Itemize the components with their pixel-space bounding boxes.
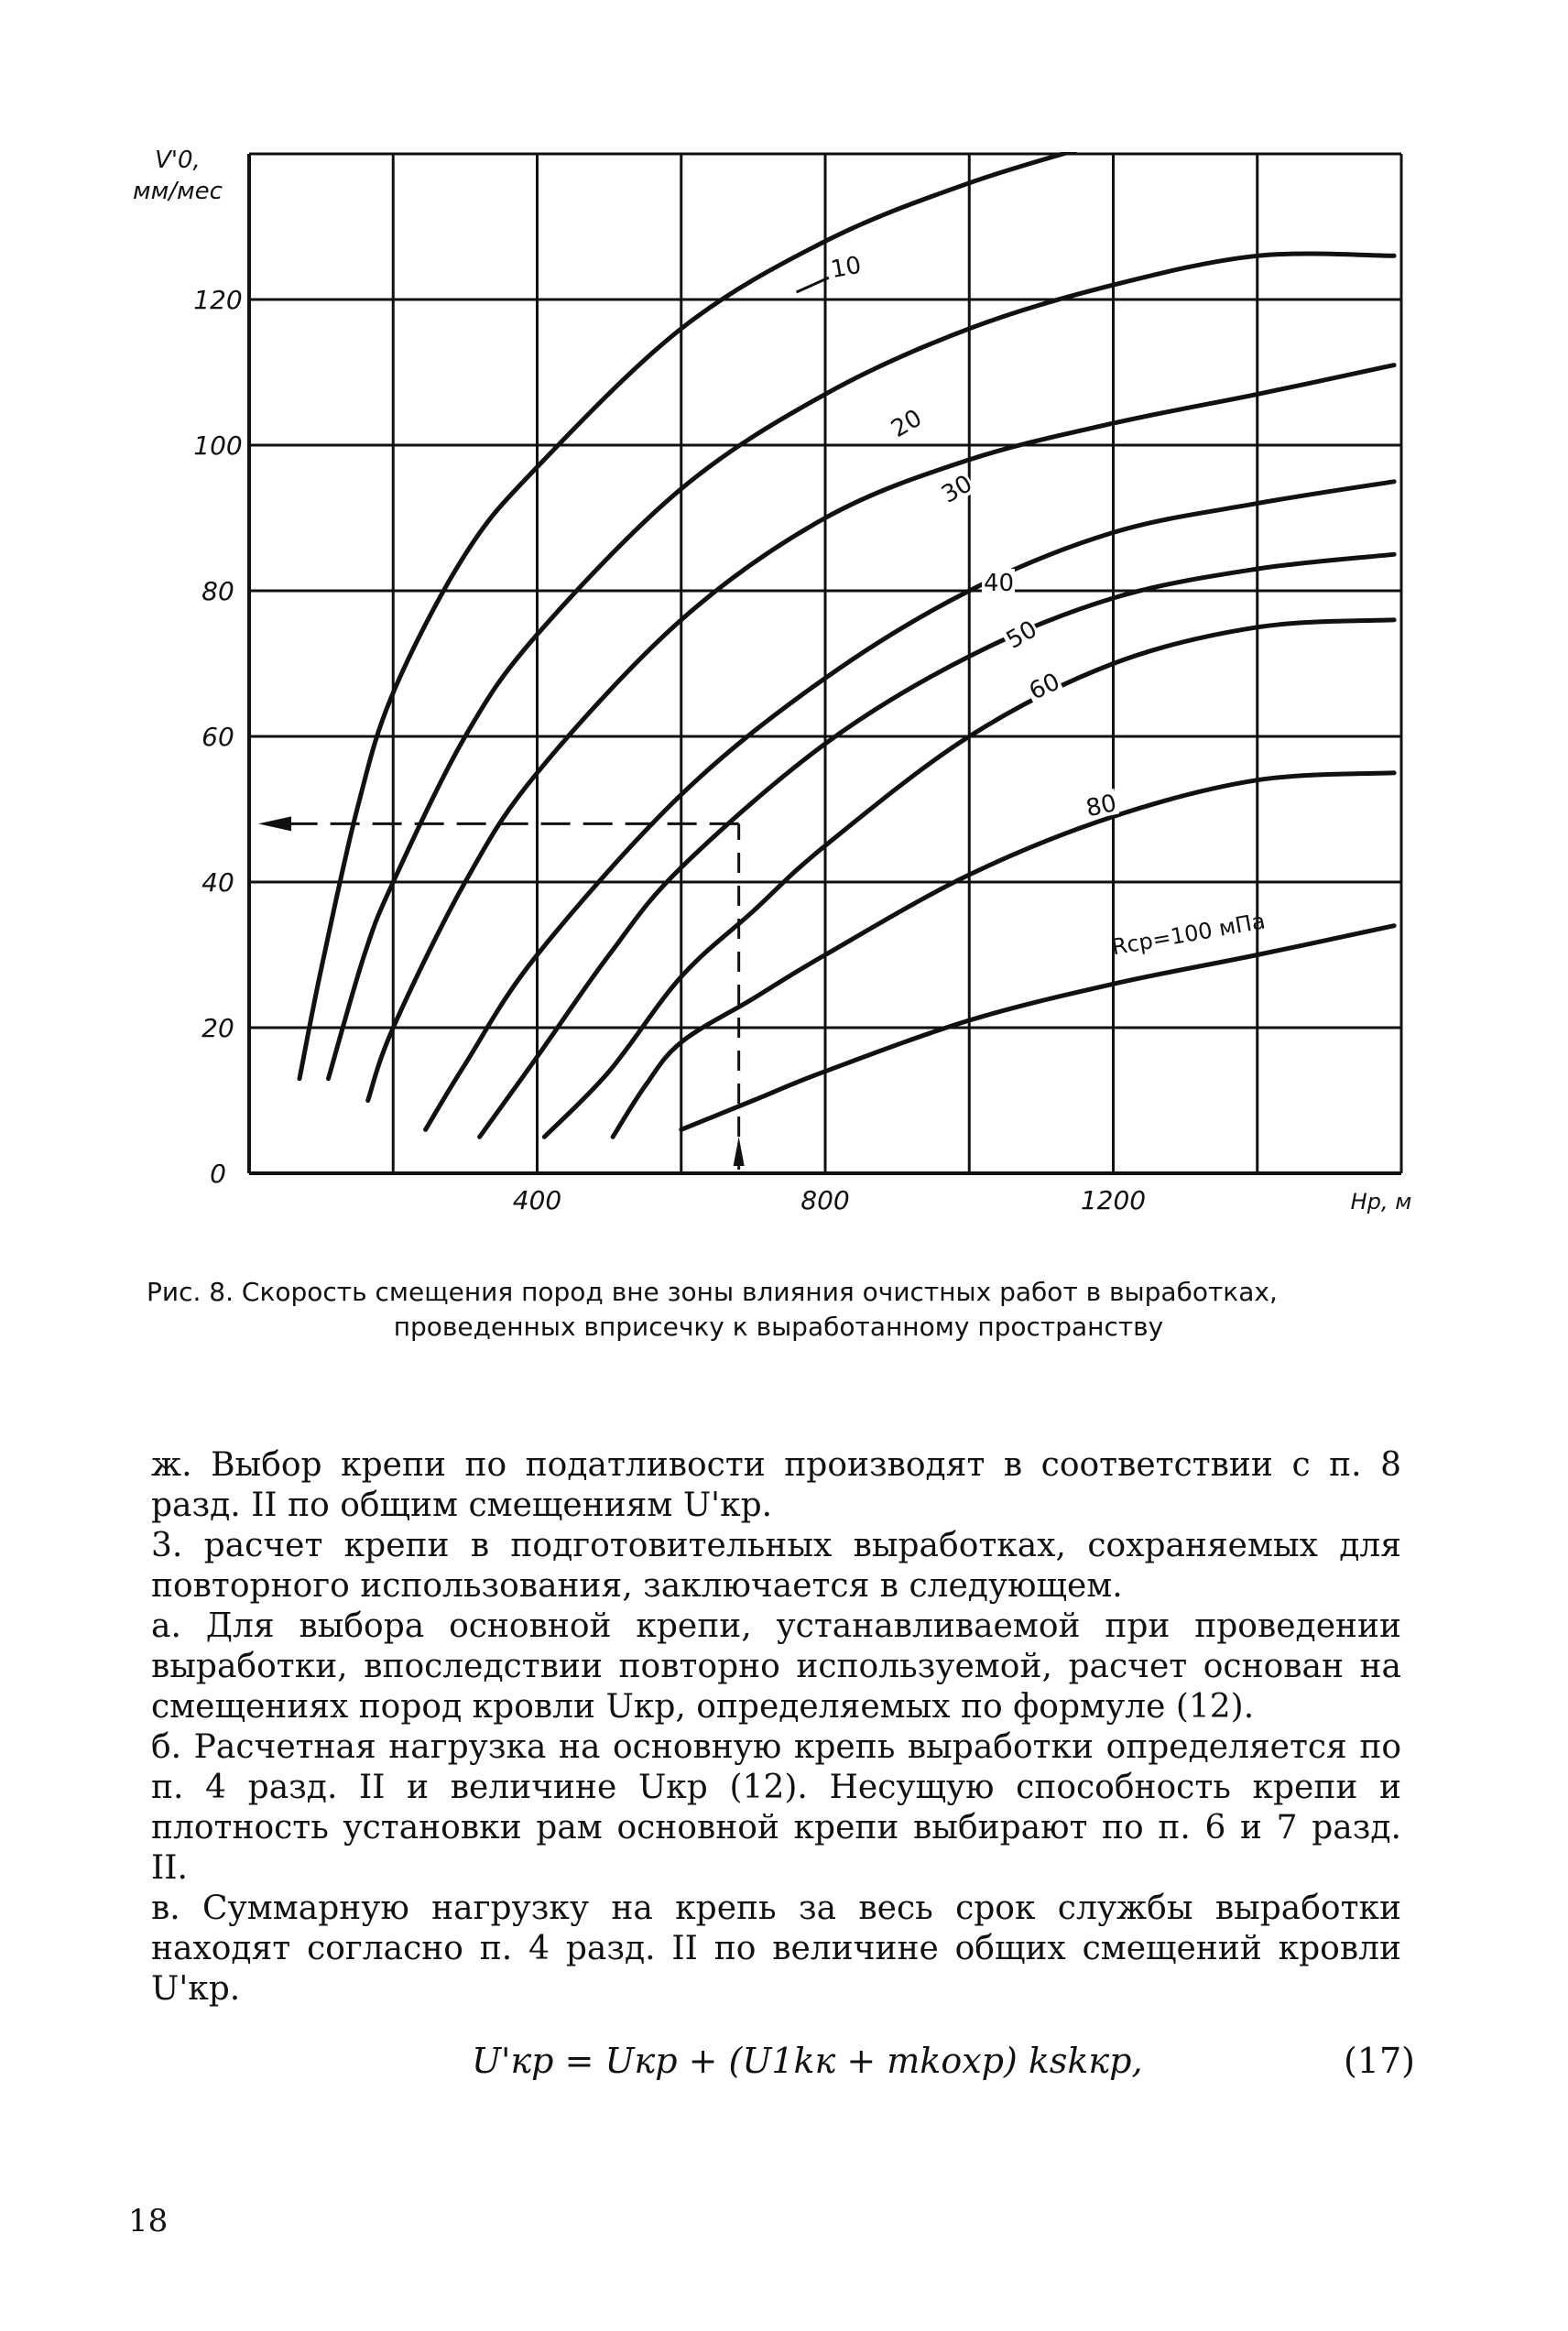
example-arrow-bottom [734, 1137, 745, 1166]
paragraph-b: б. Расчетная нагрузка на основную крепь выработки определяется по п. 4 разд. II и величине Uкр (12). Несущую способность крепи и плотность установки рам основной крепи выбирают по п. 6 и 7 разд. II. [151, 1728, 1401, 1887]
paragraph-zh: ж. Выбор крепи по податливости производят в соответствии с п. 8 разд. II по общим смещениям U'кр. [151, 1446, 1401, 1524]
y-tick-label-20: 20 [201, 1013, 234, 1043]
y-tick-label-60: 60 [201, 722, 234, 752]
paragraph-a: а. Для выбора основной крепи, устанавливаемой при проведении выработки, впоследствии повторно используемой, расчет основан на смещениях пород кровли Uкр, определяемых по формуле (12). [151, 1607, 1401, 1726]
chart-grid [249, 154, 1401, 1173]
x-tick-label-1200: 1200 [1080, 1185, 1147, 1215]
page-number: 18 [128, 2203, 169, 2239]
chart-curve-labels [797, 251, 1268, 961]
paragraph-3: 3. расчет крепи в подготовительных выработках, сохраняемых для повторного использования, заключается в следующем. [151, 1527, 1401, 1605]
caption-line-1: Рис. 8. Скорость смещения пород вне зоны влияния очистных работ в выработках, [147, 1277, 1278, 1307]
body-text [151, 1445, 1401, 2010]
figure-caption [147, 1275, 1429, 1345]
formula-number: (17) [1343, 2041, 1415, 2081]
paragraph-v: в. Суммарную нагрузку на крепь за весь срок службы выработки находят согласно п. 4 разд. II по величине общих смещений кровли U'кр. [151, 1890, 1401, 2008]
series-label-60: 60 [1025, 668, 1064, 706]
x-tick-label-800: 800 [800, 1185, 850, 1215]
caption-line-2: проведенных вприсечку к выработанному пространству [393, 1312, 1164, 1342]
formula-17 [151, 2041, 1415, 2086]
y-tick-label-40: 40 [201, 867, 234, 898]
series-label-40: 40 [983, 570, 1015, 597]
series-label-80: 80 [1083, 790, 1119, 823]
formula-expression: U'кр = Uкр + (U1kк + mkохр) kskкр, [472, 2041, 1143, 2081]
y-tick-label-120: 120 [193, 285, 243, 315]
series-label-10: 10 [828, 251, 864, 285]
series-label-20: 20 [887, 404, 927, 444]
example-arrow-left [258, 816, 291, 831]
series-line-40 [426, 482, 1395, 1130]
chart-example-path [258, 816, 745, 1170]
y-tick-label-0: 0 [210, 1159, 226, 1189]
y-tick-label-100: 100 [193, 430, 243, 461]
x-tick-label-400: 400 [512, 1185, 562, 1215]
y-axis-label-line1: V'0, [155, 147, 201, 174]
series-line-30 [368, 365, 1394, 1101]
y-axis-label-line2: мм/мес [133, 178, 223, 205]
series-line-20 [329, 251, 1395, 1079]
series-line-80 [613, 773, 1394, 1138]
series-label-100: Rcp=100 мПа [1109, 908, 1268, 961]
series-line-10 [299, 125, 1164, 1079]
series-label-50: 50 [1001, 615, 1042, 655]
series-label-30: 30 [937, 470, 977, 509]
y-axis-label [133, 145, 223, 207]
x-axis-label: Hp, м [1350, 1189, 1412, 1215]
y-tick-label-80: 80 [201, 576, 234, 606]
